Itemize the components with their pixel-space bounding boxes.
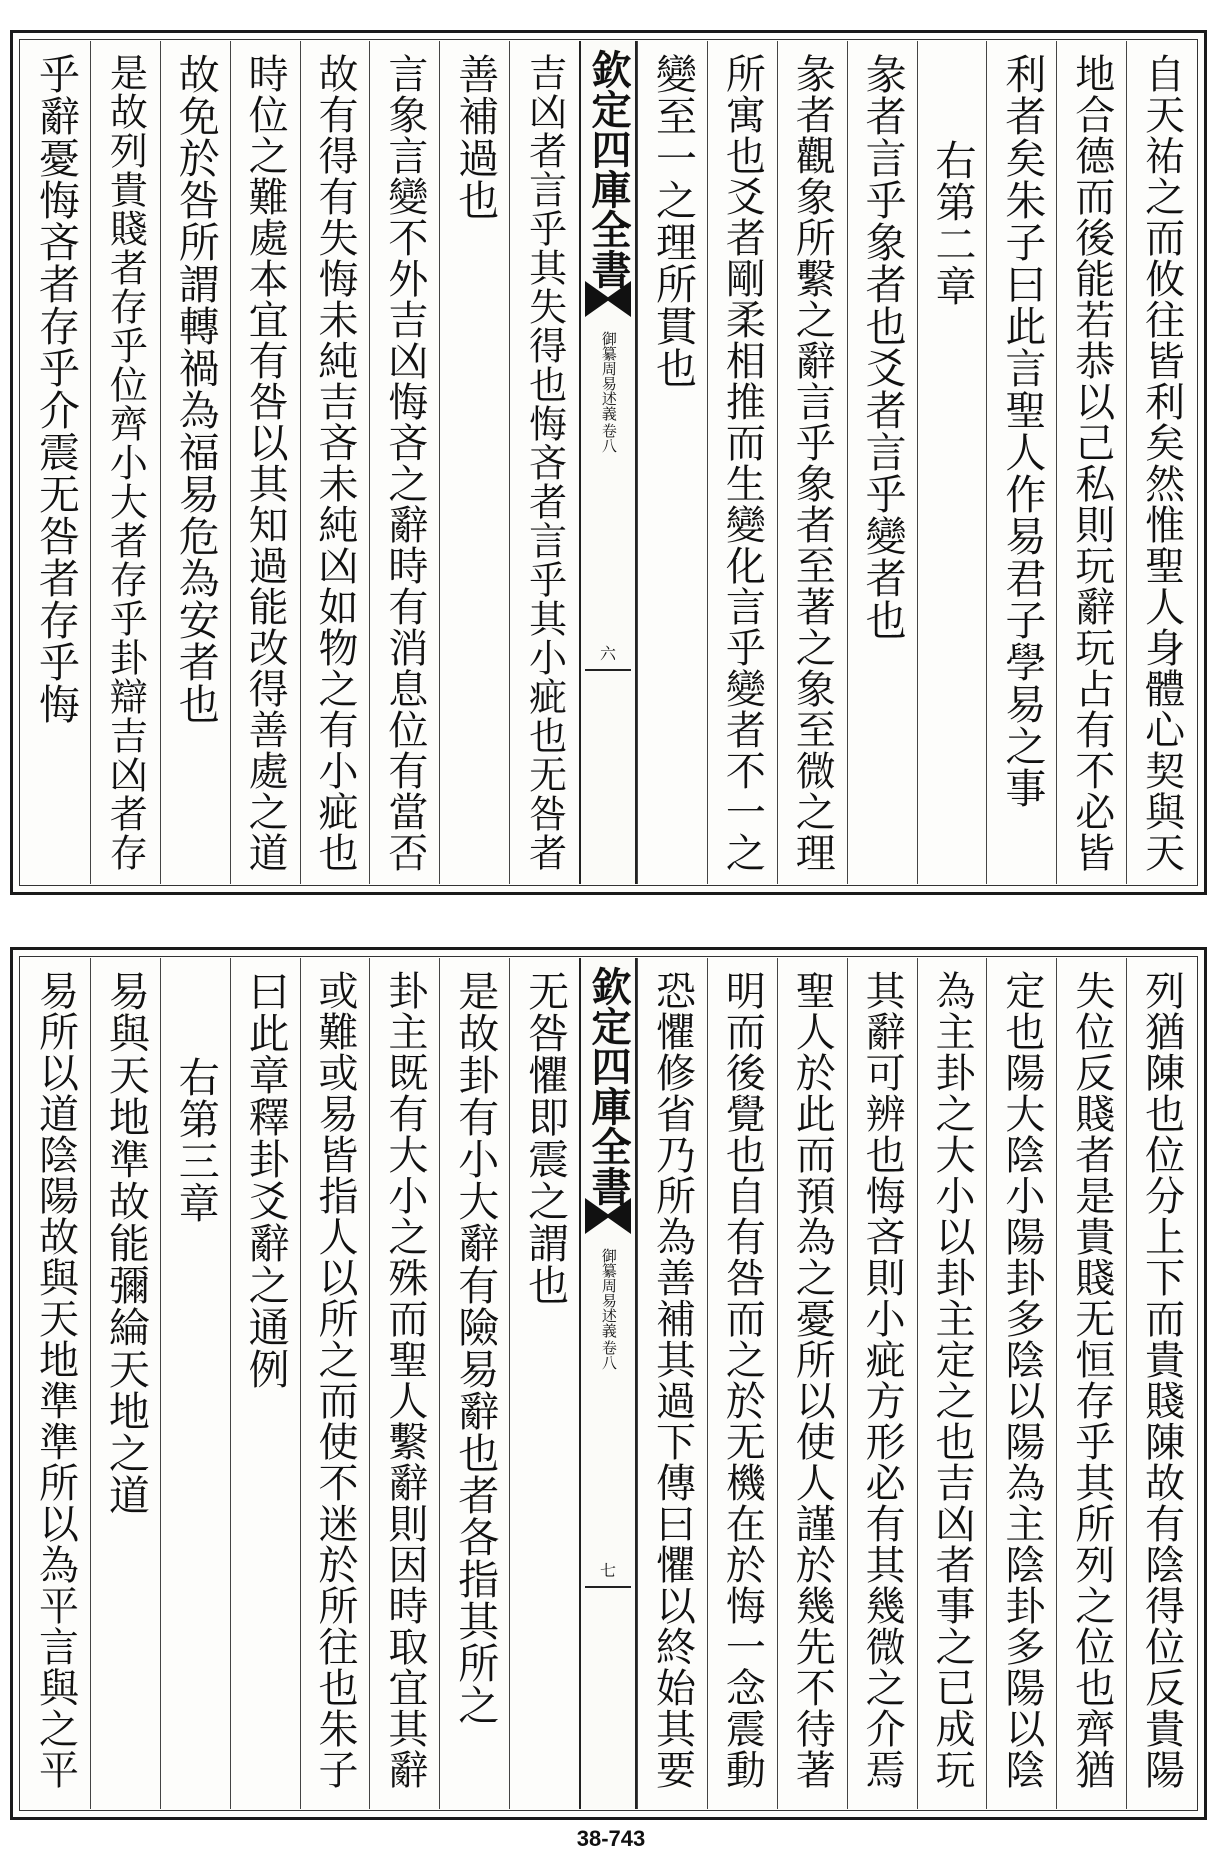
column-text: 善補過也 bbox=[451, 53, 500, 221]
column-text: 曰此章釋卦爻辭之通例 bbox=[241, 970, 290, 1390]
text-column bbox=[1126, 958, 1196, 1809]
column-text: 易所以道陰陽故與天地準準所以為平言與之平 bbox=[32, 970, 79, 1790]
leaf-number: 七 bbox=[599, 1561, 617, 1580]
column-text: 乎辭憂悔吝者存乎介震无咎者存乎悔 bbox=[31, 53, 80, 725]
text-column bbox=[1056, 41, 1126, 884]
text-column bbox=[21, 958, 90, 1809]
text-column bbox=[300, 958, 370, 1809]
column-text: 為主卦之大小以卦主定之也吉凶者事之已成玩 bbox=[928, 970, 975, 1790]
column-text: 時位之難處本宜有咎以其知過能改得善處之道 bbox=[242, 53, 289, 873]
text-column bbox=[160, 958, 230, 1809]
column-text: 其辭可辨也悔吝則小疵方形必有其幾微之介焉 bbox=[859, 970, 906, 1790]
text-column bbox=[90, 41, 160, 884]
text-column bbox=[917, 958, 987, 1809]
lower-page bbox=[10, 947, 1207, 1820]
upper-page-columns bbox=[21, 41, 1196, 884]
column-text: 定也陽大陰小陽卦多陰以陽為主陰卦多陽以陰 bbox=[998, 970, 1045, 1790]
book-title: 御纂周易述義 bbox=[599, 1248, 618, 1338]
strip-divider bbox=[585, 669, 631, 671]
page-footer-number: 38-743 bbox=[576, 1826, 646, 1851]
column-text: 所寓也爻者剛柔相推而生變化言乎變者不一之 bbox=[719, 53, 766, 873]
text-column bbox=[847, 41, 917, 884]
column-text: 故免於咎所謂轉禍為福易危為安者也 bbox=[171, 53, 220, 725]
text-column bbox=[90, 958, 160, 1809]
column-text: 吉凶者言乎其失得也悔吝者言乎其小疵也无咎者 bbox=[522, 53, 567, 872]
column-text: 右第三章 bbox=[171, 1056, 220, 1224]
text-column bbox=[369, 41, 439, 884]
strip-divider bbox=[585, 1586, 631, 1588]
column-text: 聖人於此而預為之憂所以使人謹於幾先不待著 bbox=[789, 970, 836, 1790]
text-column bbox=[21, 41, 90, 884]
text-column bbox=[707, 958, 777, 1809]
column-text: 恐懼修省乃所為善補其過下傳曰懼以終始其要 bbox=[649, 970, 696, 1790]
text-column bbox=[777, 41, 847, 884]
volume-label: 卷八 bbox=[599, 423, 618, 453]
text-column bbox=[300, 41, 370, 884]
strip-subtitle bbox=[600, 1248, 616, 1370]
text-column bbox=[777, 958, 847, 1809]
column-text: 自天祐之而攸往皆利矣然惟聖人身體心契與天 bbox=[1138, 53, 1185, 873]
column-text: 地合德而後能若恭以己私則玩辭玩占有不必皆 bbox=[1068, 53, 1115, 873]
upper-page bbox=[10, 30, 1207, 895]
text-column bbox=[847, 958, 917, 1809]
text-column bbox=[986, 958, 1056, 1809]
text-column bbox=[439, 958, 509, 1809]
column-text: 无咎懼即震之謂也 bbox=[521, 970, 570, 1306]
text-column bbox=[707, 41, 777, 884]
text-column bbox=[230, 41, 300, 884]
column-text: 是故卦有小大辭有險易辭也者各指其所之 bbox=[451, 970, 500, 1726]
text-column bbox=[369, 958, 439, 1809]
book-title: 御纂周易述義 bbox=[599, 331, 618, 421]
volume-label: 卷八 bbox=[599, 1340, 618, 1370]
column-text: 言象言變不外吉凶悔吝之辭時有消息位有當否 bbox=[381, 53, 428, 873]
column-text: 是故列貴賤者存乎位齊小大者存乎卦辯吉凶者存 bbox=[103, 53, 148, 872]
strip-title: 欽定四庫全書 bbox=[585, 49, 632, 289]
column-text: 易與天地準故能彌綸天地之道 bbox=[101, 970, 150, 1516]
strip-subtitle bbox=[600, 331, 616, 453]
lower-page-columns bbox=[21, 958, 1196, 1809]
column-text: 或難或易皆指人以所之而使不迷於所往也朱子 bbox=[311, 970, 358, 1790]
center-fold-strip bbox=[579, 958, 637, 1809]
leaf-number: 六 bbox=[599, 644, 617, 663]
column-text: 彖者言乎象者也爻者言乎變者也 bbox=[858, 53, 907, 641]
column-text: 右第二章 bbox=[928, 139, 977, 307]
column-text: 變至一之理所貫也 bbox=[648, 53, 697, 389]
text-column bbox=[509, 958, 579, 1809]
strip-title: 欽定四庫全書 bbox=[585, 966, 632, 1206]
text-column bbox=[637, 958, 707, 1809]
column-text: 故有得有失悔未純吉吝未純凶如物之有小疵也 bbox=[311, 53, 358, 873]
text-column bbox=[637, 41, 707, 884]
text-column bbox=[439, 41, 509, 884]
column-text: 卦主既有大小之殊而聖人繫辭則因時取宜其辭 bbox=[381, 970, 428, 1790]
text-column bbox=[1056, 958, 1126, 1809]
text-column bbox=[509, 41, 579, 884]
text-column bbox=[160, 41, 230, 884]
text-column bbox=[230, 958, 300, 1809]
column-text: 失位反賤者是貴賤无恒存乎其所列之位也齊猶 bbox=[1068, 970, 1115, 1790]
text-column bbox=[986, 41, 1056, 884]
column-text: 明而後覺也自有咎而之於无機在於悔一念震動 bbox=[719, 970, 766, 1790]
center-fold-strip bbox=[579, 41, 637, 884]
column-text: 利者矣朱子曰此言聖人作易君子學易之事 bbox=[998, 53, 1047, 809]
column-text: 列猶陳也位分上下而貴賤陳故有陰得位反貴陽 bbox=[1138, 970, 1185, 1790]
text-column bbox=[917, 41, 987, 884]
text-column bbox=[1126, 41, 1196, 884]
column-text: 彖者觀象所繫之辭言乎象者至著之象至微之理 bbox=[789, 53, 836, 873]
